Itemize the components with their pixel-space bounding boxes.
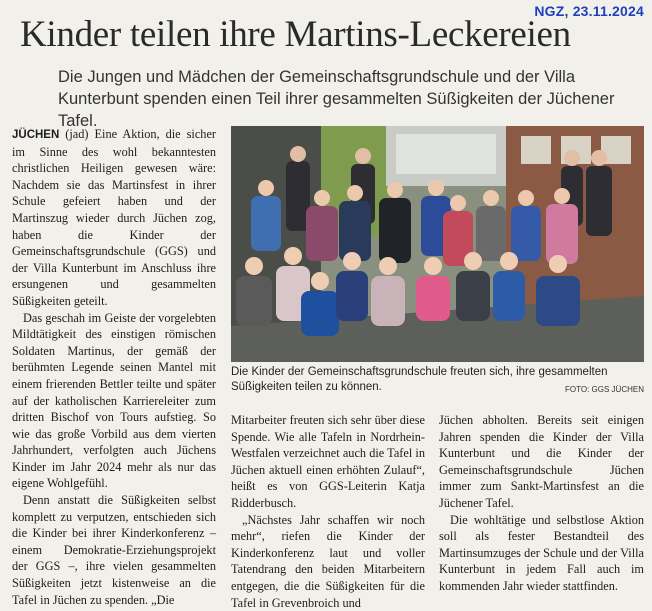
- group-photo: [231, 126, 644, 362]
- paragraph-6: Jüchen abholten. Bereits seit einigen Jahren spenden die Kinder der Villa Kunterbunt und die Kinder der Gemeinschaftsgrundschule Jüchen immer zum Sankt-Martinsfest an die Jüchener Tafel.: [439, 413, 644, 510]
- article-subheadline: Die Jungen und Mädchen der Gemeinschaftsgrundschule und der Villa Kunterbunt spenden einen Teil ihrer gesammelten Süßigkeiten der Jüchener Tafel.: [58, 68, 615, 130]
- article-column-right: [439, 412, 644, 596]
- paragraph-1: [12, 126, 216, 310]
- paragraph-3: Denn anstatt die Süßigkeiten selbst komplett zu verputzen, entschieden sich die Kinder bei ihrer Kinderkonferenz – einem Demokratie-Erziehungsprojekt der GGS –, ihre vielen gesammelten Süßigkeiten jetzt kistenweise an die Tafel in Jüchen zu spenden. „Die: [12, 493, 216, 607]
- paragraph-4: Mitarbeiter freuten sich sehr über diese Spende. Wie alle Tafeln in Nordrhein-Westfalen verzeichnet auch die Tafel in Jüchen aktuell einen erhöhten Zulauf“, heißt es von GGS-Leiterin Katja Ridderbusch.: [231, 413, 425, 510]
- article-column-left: [12, 126, 216, 607]
- newspaper-date-stamp: NGZ, 23.11.2024: [534, 3, 644, 19]
- photo-credit: FOTO: GGS JÜCHEN: [565, 385, 644, 394]
- article-headline: Kinder teilen ihre Martins-Leckereien: [20, 14, 571, 55]
- paragraph-7: Die wohltätige und selbstlose Aktion soll als fester Bestandteil des Martinsumzuges der Schule und der Villa Kunterbunt in jedem Fall auch im kommenden Jahr wieder stattfinden.: [439, 512, 644, 593]
- paragraph-5: „Nächstes Jahr schaffen wir noch mehr“, riefen die Kinder der Kinderkonferenz laut und voller Tatendrang den beiden Mitarbeitern entgegen, die die Süßigkeiten für die Tafel in Grevenbroich und: [231, 512, 425, 610]
- photo-caption: Die Kinder der Gemeinschaftsgrundschule freuten sich, ihre gesammelten Süßigkeiten teilen zu können.: [231, 366, 608, 393]
- paragraph-2: Das geschah im Geiste der vorgelebten Mildtätigkeit des einstigen römischen Soldaten Martinus, der gemäß der berühmten Legende seinen Mantel mit einem frierenden Bettler teilte und später auf der katholischen Karriereleiter zum dritten Bischof von Tours aufstieg. So wie das große Vorbild aus dem vierten Jahrhundert, verfolgten auch Jüchens Kinder im Jahr 2024 mehr als nur das eigene Wohlgefühl.: [12, 310, 216, 491]
- dateline: JÜCHEN: [12, 129, 60, 141]
- article-column-middle: [231, 412, 425, 610]
- photo-illustration: [231, 126, 644, 362]
- paragraph-1-text: (jad) Eine Aktion, die sicher im Sinne des wohl bekanntesten christlichen Heiligen gewesen wäre: Nachdem sie das Martinsfest in ihrer Schule gefeiert haben und der Martinszug wieder durch Jüchen zog, haben die Kinder der Gemeinschaftsgrundschule (GGS) und der Villa Kunterbunt im Anschluss ihre ersungenen und gesammelten Süßigkeiten geteilt.: [12, 127, 216, 308]
